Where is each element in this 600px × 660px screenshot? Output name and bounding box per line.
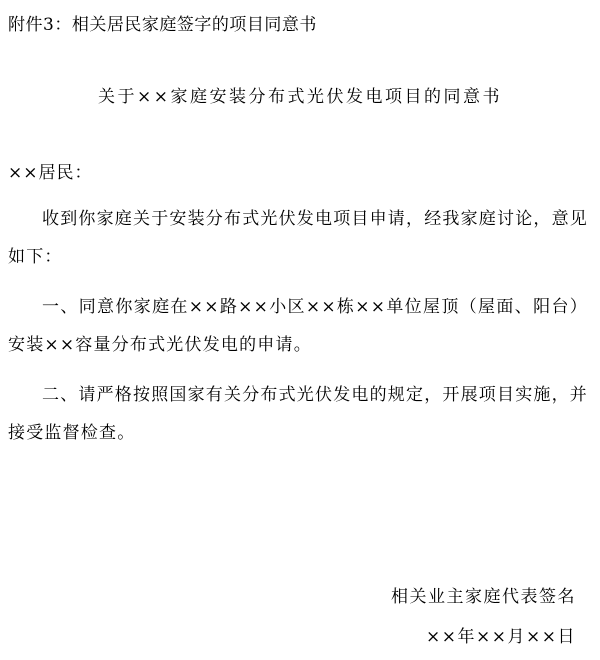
paragraph-item-one: 一、同意你家庭在××路××小区××栋××单位屋顶（屋面、阳台）安装××容量分布式光伏发电的申请。 [8, 297, 588, 355]
document-body [8, 200, 588, 456]
signature-line: 相关业主家庭代表签名 [391, 587, 576, 607]
attachment-label: 附件3：相关居民家庭签字的项目同意书 [8, 15, 317, 35]
paragraph-intro: 收到你家庭关于安装分布式光伏发电项目申请，经我家庭讨论，意见如下： [8, 209, 588, 267]
document-title: 关于××家庭安装分布式光伏发电项目的同意书 [98, 87, 502, 107]
signature-date: ××年××月××日 [426, 627, 576, 647]
salutation: ××居民： [8, 163, 93, 183]
paragraph-item-two: 二、请严格按照国家有关分布式光伏发电的规定，开展项目实施，并接受监督检查。 [8, 385, 588, 443]
